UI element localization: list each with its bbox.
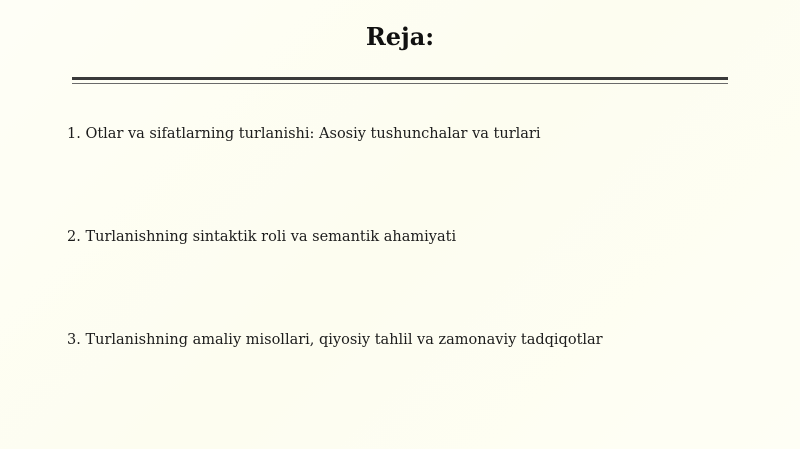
plan-item-2: 2. Turlanishning sintaktik roli va semantik ahamiyati	[67, 229, 457, 245]
plan-item-3: 3. Turlanishning amaliy misollari, qiyosiy tahlil va zamonaviy tadqiqotlar	[67, 332, 603, 348]
slide-title: Reja:	[365, 22, 435, 51]
title-divider	[72, 77, 728, 84]
divider-thin-line	[72, 83, 728, 84]
plan-item-1: 1. Otlar va sifatlarning turlanishi: Asosiy tushunchalar va turlari	[67, 126, 541, 142]
